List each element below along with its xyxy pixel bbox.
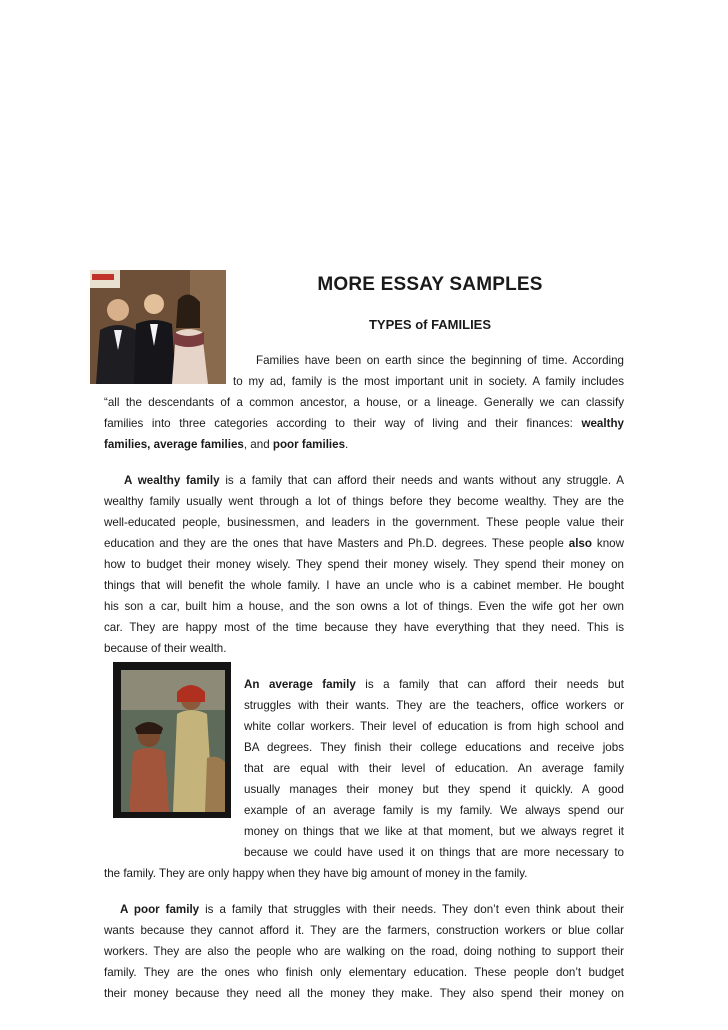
- wealthy-line: education and they are the ones that have Masters and Ph.D. degrees. These people also know: [104, 537, 624, 550]
- wealthy-line: wealthy family usually went through a lot of things before they become wealthy. They are the: [104, 495, 624, 508]
- average-family-photo: [113, 662, 231, 818]
- average-line: example of an average family is my family. We always spend our: [244, 804, 624, 817]
- poor-line: wants because they cannot afford it. They are the farmers, construction workers or blue collar: [104, 924, 624, 937]
- intro-line: families into three categories according to their way of living and their finances: wealthy: [104, 417, 624, 430]
- intro-line: to my ad, family is the most important unit in society. A family includes: [233, 375, 624, 388]
- family-portrait-photo: [90, 270, 226, 384]
- intro-line: Families have been on earth since the beginning of time. According: [256, 354, 624, 367]
- average-line: An average family is a family that can afford their needs but: [244, 678, 624, 691]
- average-line: BA degrees. They finish their college educations and receive jobs: [244, 741, 624, 754]
- wealthy-line: A wealthy family is a family that can afford their needs and wants without any struggle. A: [124, 474, 624, 487]
- average-line: struggles with their wants. They are the teachers, office workers or: [244, 699, 624, 712]
- average-line: because we could have used it on things that are more necessary to: [244, 846, 624, 859]
- poor-line: their money because they need all the money they make. They also spend their money on: [104, 987, 624, 1000]
- intro-line: families, average families, and poor families.: [104, 438, 349, 451]
- page-title: MORE ESSAY SAMPLES: [317, 274, 543, 295]
- poor-line: A poor family is a family that struggles with their needs. They don’t even think about their: [120, 903, 624, 916]
- poor-line: workers. They are also the people who are walking on the road, doing nothing to support their: [104, 945, 624, 958]
- wealthy-line: car. They are happy most of the time because they have everything that they need. This is: [104, 621, 624, 634]
- average-line: money on things that we like at that moment, but we always regret it: [244, 825, 624, 838]
- wealthy-line: things that will benefit the whole family. I have an uncle who is a cabinet member. He bought: [104, 579, 624, 592]
- wealthy-line: how to budget their money wisely. They spend their money wisely. They spend their money on: [104, 558, 624, 571]
- average-line: usually manages their money but they spend it quickly. A good: [244, 783, 624, 796]
- average-line: that are equal with their level of education. An average family: [244, 762, 624, 775]
- wealthy-line: his son a car, built him a house, and the son owns a lot of things. Even the wife got her own: [104, 600, 624, 613]
- average-line: the family. They are only happy when they have big amount of money in the family.: [104, 867, 528, 880]
- page-subtitle: TYPES of FAMILIES: [368, 317, 492, 332]
- poor-line: family. They are the ones who finish only elementary education. These people don’t budget: [104, 966, 624, 979]
- wealthy-line: well-educated people, businessmen, and leaders in the government. These people value their: [104, 516, 624, 529]
- intro-line: “all the descendants of a common ancestor, a house, or a lineage. Generally we can classify: [104, 396, 624, 409]
- wealthy-line: because of their wealth.: [104, 642, 227, 655]
- average-line: white collar workers. Their level of education is from high school and: [244, 720, 624, 733]
